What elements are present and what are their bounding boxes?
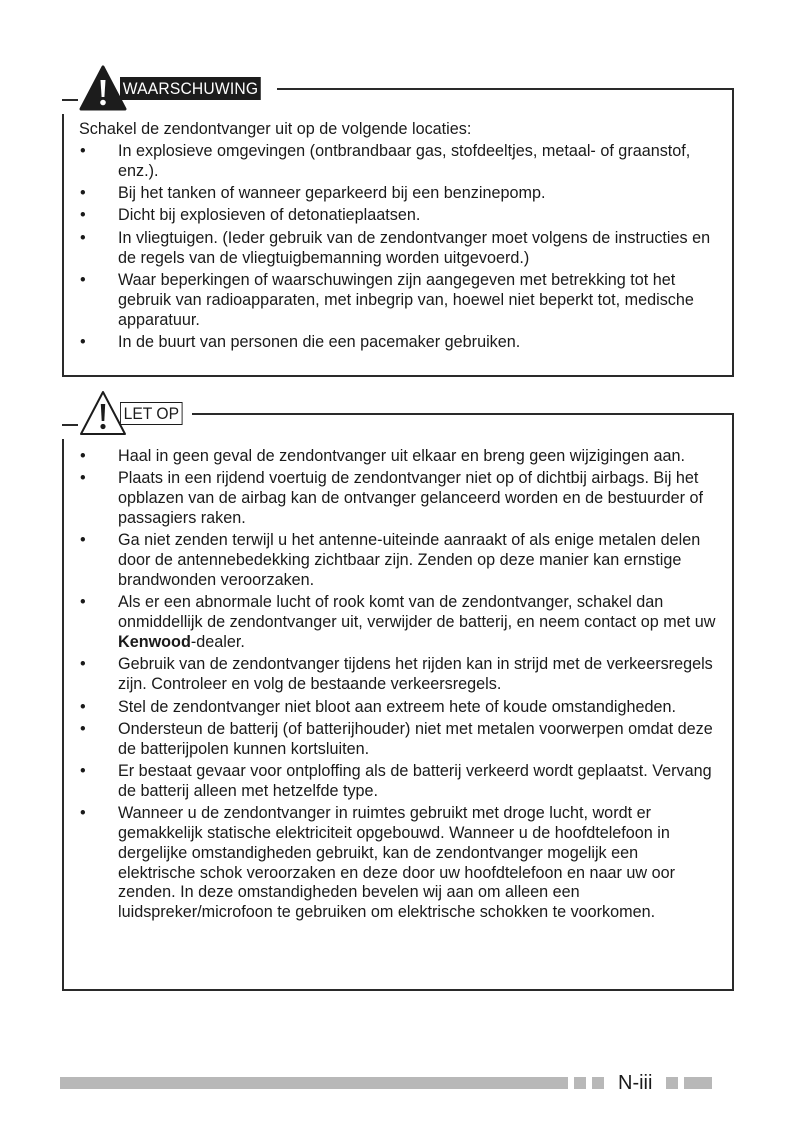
footer-square [666, 1077, 678, 1089]
list-item: • Dicht bij explosieven of detonatieplaatsen. [80, 206, 421, 225]
list-item: • Gebruik van de zendontvanger tijdens het rijden kan in strijd met de verkeersregels zijn. Controleer en volg de bestaande verkeersregels. [80, 655, 713, 694]
warning-intro: Schakel de zendontvanger uit op de volgende locaties: [79, 120, 472, 138]
list-item: • Waar beperkingen of waarschuwingen zijn aangegeven met betrekking tot het gebruik van radioapparaten, met inbegrip van, hoewel niet beperkt tot, medische apparatuur. [80, 270, 694, 329]
list-item: • Wanneer u de zendontvanger in ruimtes gebruikt met droge lucht, wordt er gemakkelijk statische elektriciteit opgebouwd. Wanneer u de hoofdtelefoon in dergelijke omstandigheden gebruikt, kan de zendontvanger mogelijk een elektrische schok veroorzaken en deze door uw hoofdtelefoon en naar uw oor zenden. In deze omstandigheden bevelen wij aan om alleen een luidspreker/microfoon te gebruiken om elektrische schokken te voorkomen. [80, 804, 676, 922]
brand-name: Kenwood [118, 632, 191, 651]
list-item: • Als er een abnormale lucht of rook komt van de zendontvanger, schakel dan onmiddellijk de zendontvanger uit, verwijder de batterij, en neem contact op met uw Kenwood-dealer. [80, 593, 716, 651]
caution-list [79, 447, 718, 923]
caution-header [62, 387, 192, 439]
list-item: • In explosieve omgevingen (ontbrandbaar gas, stofdeeltjes, metaal- of graanstof, enz.). [80, 141, 691, 180]
warning-box [62, 78, 734, 377]
footer-bar [684, 1077, 712, 1089]
header-tick [62, 99, 78, 101]
caution-content [79, 447, 718, 926]
warning-content [79, 120, 718, 355]
warning-list [79, 142, 718, 353]
list-item: • In de buurt van personen die een pacemaker gebruiken. [80, 332, 521, 351]
page-footer [60, 1072, 734, 1094]
page-number: N-iii [618, 1072, 653, 1094]
list-item: • Er bestaat gevaar voor ontploffing als de batterij verkeerd wordt geplaatst. Vervang de batterij alleen met hetzelfde type. [80, 762, 712, 800]
footer-square [574, 1077, 586, 1089]
caution-box [62, 403, 734, 991]
list-item: • Ga niet zenden terwijl u het antenne-uiteinde aanraakt of als enige metalen delen door de antennebedekking zichtbaar zijn. Zenden op deze manier kan ernstige brandwonden veroorzaken. [80, 531, 701, 589]
list-item: • Bij het tanken of wanneer geparkeerd bij een benzinepomp. [80, 183, 546, 202]
list-item: • Stel de zendontvanger niet bloot aan extreem hete of koude omstandigheden. [80, 697, 676, 716]
list-item: • Haal in geen geval de zendontvanger uit elkaar en breng geen wijzigingen aan. [80, 447, 685, 465]
list-item: • In vliegtuigen. (Ieder gebruik van de zendontvanger moet volgens de instructies en de regels van de vliegtuigbemanning worden uitgevoerd.) [80, 228, 711, 267]
header-tick [62, 424, 78, 426]
footer-square [592, 1077, 604, 1089]
list-item: • Plaats in een rijdend voertuig de zendontvanger niet op of dichtbij airbags. Bij het opblazen van de airbag kan de ontvanger gelanceerd worden en de bestuurder of passagiers raken. [80, 469, 703, 527]
list-item: • Ondersteun de batterij (of batterijhouder) niet met metalen voorwerpen omdat deze de batterijpolen kunnen kortsluiten. [80, 719, 713, 758]
footer-bar [60, 1077, 568, 1089]
warning-header [62, 62, 277, 114]
caution-label: LET OP [120, 402, 183, 425]
warning-label: WAARSCHUWING [120, 77, 261, 100]
